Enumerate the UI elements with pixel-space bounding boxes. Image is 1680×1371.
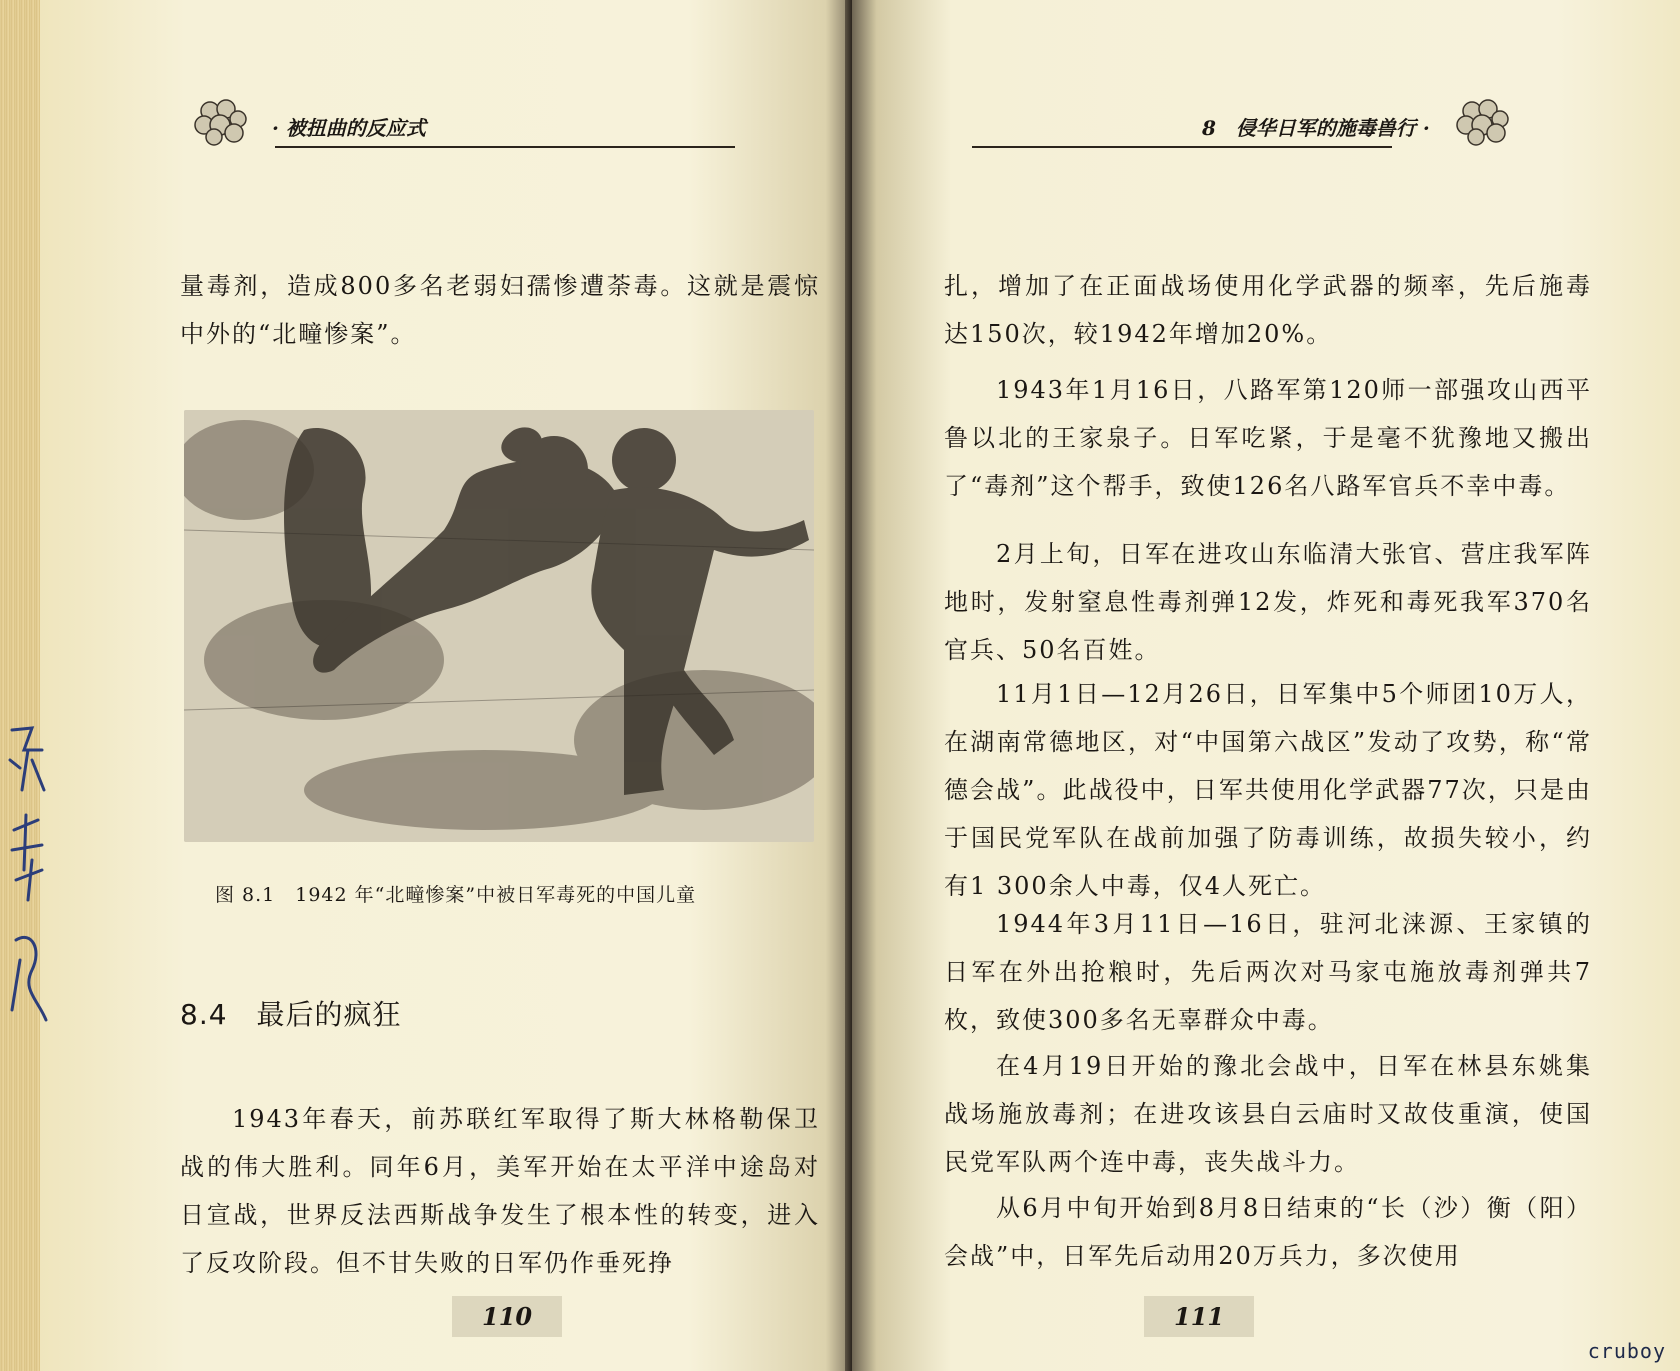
- molecule-cluster-icon: [1452, 95, 1514, 147]
- molecule-cluster-icon: [190, 95, 252, 147]
- figure-caption: 图 8.1 1942 年“北疃惨案”中被日军毒死的中国儿童: [215, 884, 697, 906]
- running-header: 8 侵华日军的施毒兽行 ·: [1202, 116, 1430, 140]
- paragraph: 从6月中旬开始到8月8日结束的“长（沙）衡（阳）会战”中，日军先后动用20万兵力，多次使用: [944, 1194, 1592, 1270]
- page-number: 110: [452, 1296, 562, 1337]
- two-children-fallen-icon: [184, 410, 814, 842]
- paragraph: 扎，增加了在正面战场使用化学武器的频率，先后施毒达150次，较1942年增加20%。: [944, 272, 1592, 348]
- header-rule: [972, 146, 1392, 148]
- paragraph: 1943年春天，前苏联红军取得了斯大林格勒保卫战的伟大胜利。同年6月，美军开始在太平洋中途岛对日宣战，世界反法西斯战争发生了根本性的转变，进入了反攻阶段。但不甘失败的日军仍作垂死挣: [180, 1105, 820, 1277]
- running-header: · 被扭曲的反应式: [272, 116, 426, 140]
- section-title: 8.4 最后的疯狂: [180, 998, 402, 1031]
- paragraph: 1944年3月11日—16日，驻河北涞源、王家镇的日军在外出抢粮时，先后两次对马家屯施放毒剂弹共7枚，致使300多名无辜群众中毒。: [944, 910, 1592, 1034]
- page-number: 111: [1144, 1296, 1254, 1337]
- figure-illustration: [184, 410, 814, 842]
- header-rule: [275, 146, 735, 148]
- left-page: [40, 0, 850, 1371]
- paragraph: 1943年1月16日，八路军第120师一部强攻山西平鲁以北的王家泉子。日军吃紧，于是毫不犹豫地又搬出了“毒剂”这个帮手，致使126名八路军官兵不幸中毒。: [944, 376, 1592, 500]
- handwritten-signature-icon: [2, 720, 52, 1040]
- paragraph: 2月上旬，日军在进攻山东临清大张官、营庄我军阵地时，发射窒息性毒剂弹12发，炸死和毒死我军370名官兵、50名百姓。: [944, 540, 1592, 664]
- paragraph: 量毒剂，造成800多名老弱妇孺惨遭荼毒。这就是震惊中外的“北疃惨案”。: [180, 272, 820, 348]
- paragraph: 在4月19日开始的豫北会战中，日军在林县东姚集战场施放毒剂；在进攻该县白云庙时又故伎重演，使国民党军队两个连中毒，丧失战斗力。: [944, 1052, 1592, 1176]
- paragraph: 11月1日—12月26日，日军集中5个师团10万人，在湖南常德地区，对“中国第六战区”发动了攻势，称“常德会战”。此战役中，日军共使用化学武器77次，只是由于国民党军队在战前加强了防毒训练，故损失较小，约有1 300余人中毒，仅4人死亡。: [944, 680, 1592, 900]
- watermark: cruboy: [1587, 1339, 1666, 1363]
- right-page: [852, 0, 1680, 1371]
